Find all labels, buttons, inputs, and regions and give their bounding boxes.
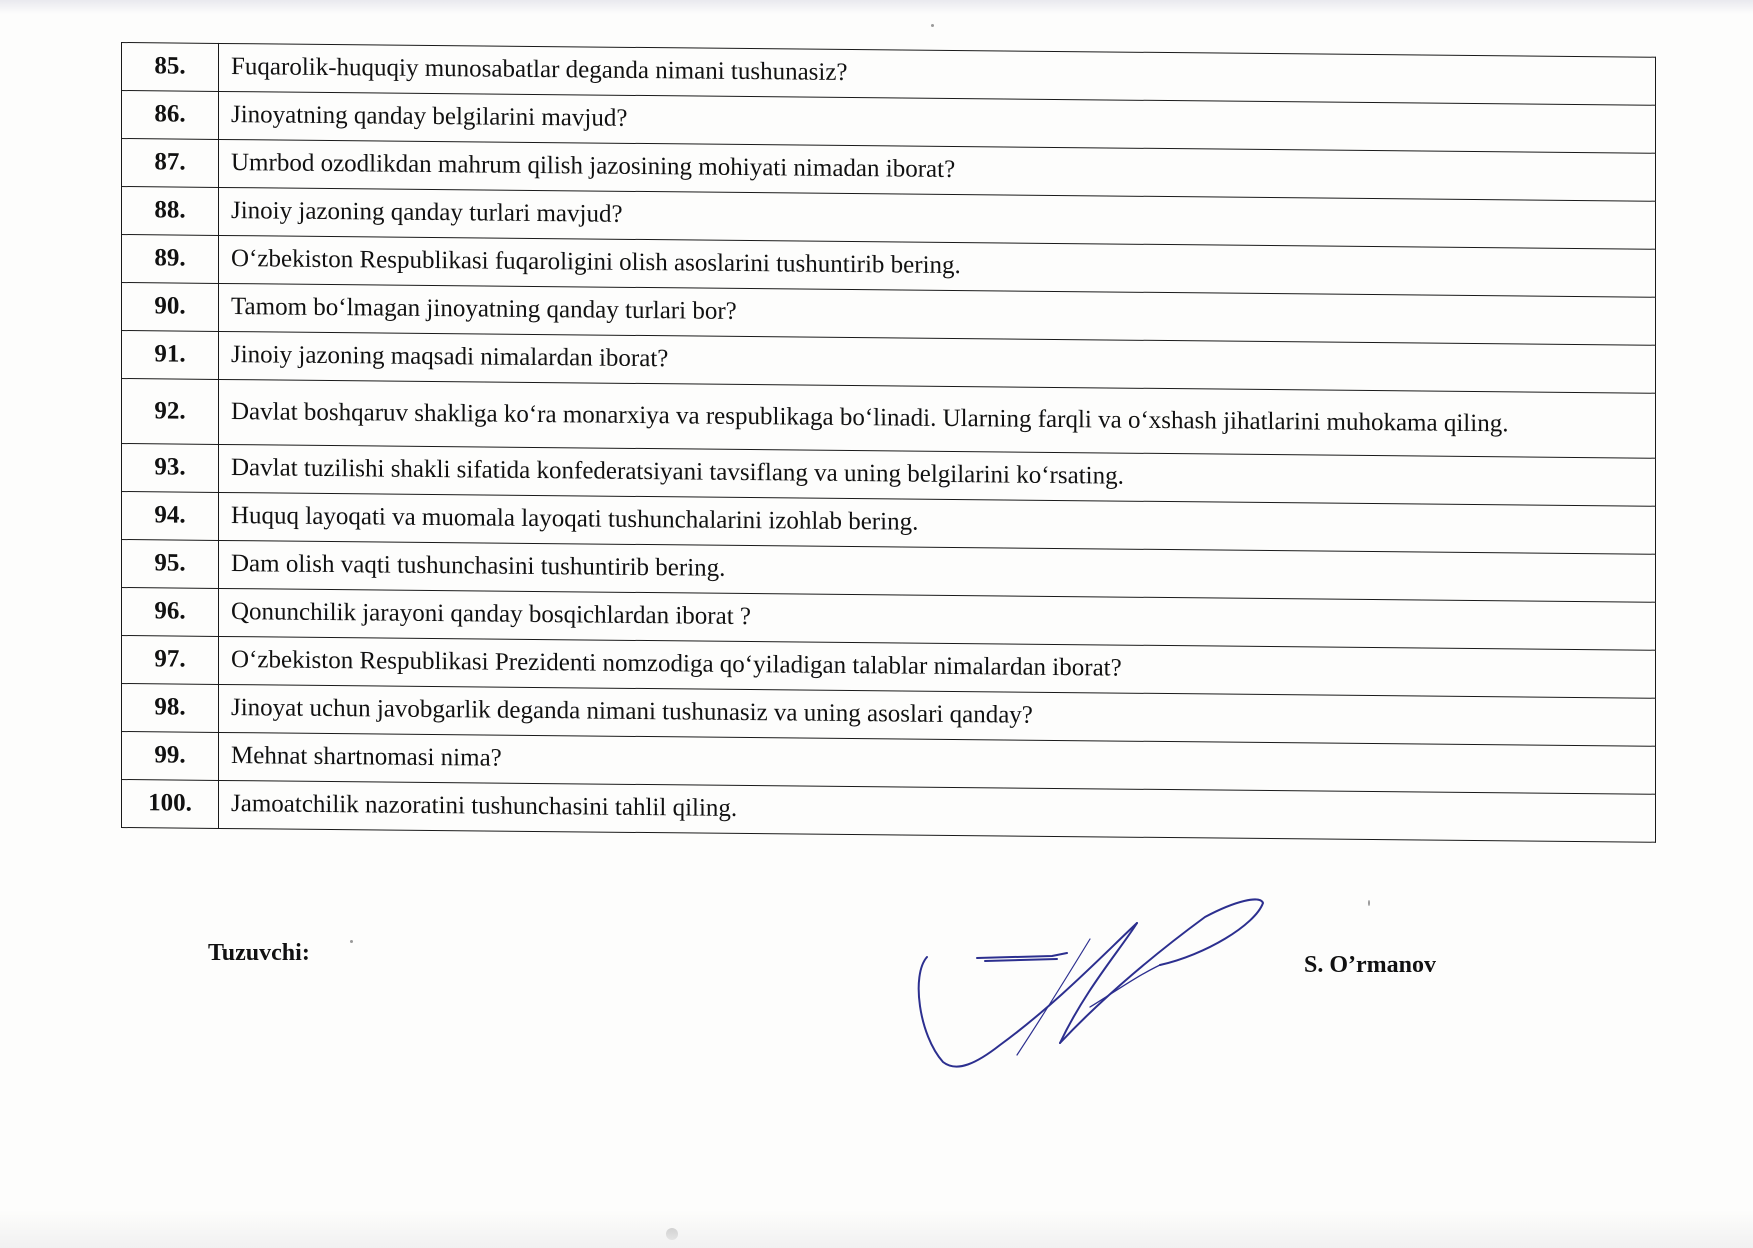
- question-number: 92.: [122, 379, 219, 445]
- question-text: Davlat boshqaruv shakliga ko‘ra monarxiya va respublikaga bo‘linadi. Ularning farqli va o‘xshash jihatlarini muhokama qiling.: [219, 379, 1656, 458]
- question-number: 90.: [122, 283, 219, 332]
- scan-edge-shadow: [0, 0, 1753, 14]
- question-number: 89.: [122, 235, 219, 284]
- composer-label: Tuzuvchi:: [208, 940, 310, 966]
- question-text: O‘zbekiston Respublikasi Prezidenti nomzodiga qo‘yiladigan talablar nimalardan iborat?: [219, 636, 1656, 698]
- question-number: 98.: [122, 684, 219, 733]
- question-number: 99.: [122, 732, 219, 781]
- question-number: 91.: [122, 331, 219, 380]
- question-number: 88.: [122, 187, 219, 236]
- question-text: Jinoiy jazoning qanday turlari mavjud?: [219, 187, 1656, 249]
- question-number: 95.: [122, 540, 219, 589]
- scan-speck: [931, 24, 934, 27]
- question-text: Davlat tuzilishi shakli sifatida konfederatsiyani tavsiflang va uning belgilarini ko‘rsating.: [219, 444, 1656, 506]
- question-number: 87.: [122, 139, 219, 188]
- question-text: Tamom bo‘lmagan jinoyatning qanday turlari bor?: [219, 283, 1656, 345]
- question-text: Jinoyat uchun javobgarlik deganda nimani tushunasiz va uning asoslari qanday?: [219, 684, 1656, 746]
- questions-table: [121, 42, 1656, 843]
- question-text: Umrbod ozodlikdan mahrum qilish jazosining mohiyati nimadan iborat?: [219, 139, 1656, 201]
- question-text: Jamoatchilik nazoratini tushunchasini tahlil qiling.: [219, 780, 1656, 842]
- question-text: Fuqarolik-huquqiy munosabatlar deganda nimani tushunasiz?: [219, 43, 1656, 105]
- question-number: 93.: [122, 444, 219, 493]
- scan-speck: [1368, 900, 1370, 906]
- question-text: Qonunchilik jarayoni qanday bosqichlardan iborat ?: [219, 588, 1656, 650]
- question-text: Jinoyatning qanday belgilarini mavjud?: [219, 91, 1656, 153]
- signature-icon: [905, 895, 1275, 1075]
- scan-speck: [350, 940, 353, 943]
- question-number: 85.: [122, 43, 219, 92]
- question-number: 86.: [122, 91, 219, 140]
- scan-bottom-shadow: [0, 1210, 1753, 1248]
- author-name: S. O’rmanov: [1304, 952, 1436, 978]
- question-text: Huquq layoqati va muomala layoqati tushunchalarini izohlab bering.: [219, 492, 1656, 554]
- question-number: 96.: [122, 588, 219, 637]
- question-number: 97.: [122, 636, 219, 685]
- question-number: 100.: [122, 780, 219, 829]
- question-number: 94.: [122, 492, 219, 541]
- question-text: Jinoiy jazoning maqsadi nimalardan iborat?: [219, 331, 1656, 393]
- question-text: Mehnat shartnomasi nima?: [219, 732, 1656, 794]
- question-text: Dam olish vaqti tushunchasini tushuntirib bering.: [219, 540, 1656, 602]
- question-text: O‘zbekiston Respublikasi fuqaroligini olish asoslarini tushuntirib bering.: [219, 235, 1656, 297]
